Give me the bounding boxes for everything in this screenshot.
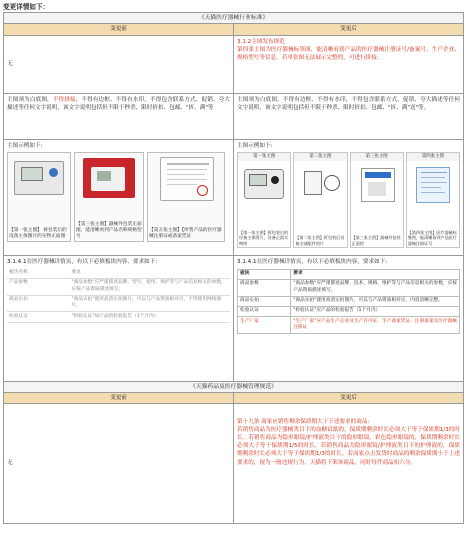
table-row — [238, 317, 460, 334]
after-spec-cell: "生产厂家"应产品生产企业及生产许可证、生产备案凭证、注册备案及医疗器械注册证 — [291, 317, 460, 334]
table-row — [7, 295, 230, 312]
s2-row1-before: 无 — [4, 404, 234, 524]
after-tile-title-2: 第二张主图 — [294, 153, 346, 161]
after-spec-cell: "商品实拍"使用高清实拍图片，可以与产品资质相对应，内容清晰完整。 — [291, 296, 460, 306]
after-spec-cell: "商品参数"应严谨描述品牌、技术、规格、维护等与产品信息相关的参数，应按产品资质描述填写。 — [291, 279, 460, 296]
table-row — [238, 279, 460, 296]
after-images — [237, 152, 460, 248]
before-spec-cell: 检验认证 — [7, 312, 69, 322]
s2-row1-after-body: 若销售商品为医疗器械类目下的血糖试纸的，保质期剩余时长必须大于等于保质期1/3的时长。若销售商品为隐形眼镜/护理液类目下的隐形眼镜、彩色隐形眼镜的，保质期剩余时长必须大于等于保质期1/5的时长，若销售商品为隐形眼镜/护理液类目下的护理液的，保质期剩余时长必须大于等于保质期1/3的时长。若商家点击发货时商品的剩余保质期小于上述要求的，视为一般违规行为，天猫将下架该商品，同时每件商品扣六分。 — [237, 427, 461, 466]
after-spec-header-1: 板块 — [238, 269, 291, 279]
table-row — [238, 296, 460, 306]
row3-after-label: 主图示例如下: — [237, 142, 273, 149]
after-tile-title-4: 第四张主图 — [407, 153, 459, 161]
row2-after: 主图须为白底图，不得有边框、不得有水印，不得包含联系方式、促销、夸大描述等任何文字说明，该文字说明包括但不限于秒杀、限时折扣、包邮、"折、满"送"等。 — [234, 93, 464, 139]
row1-before: 无 — [4, 35, 234, 93]
before-spec-header-1: 板块名称 — [7, 269, 69, 279]
section-title-1: 《天猫医疗器械行业标准》 — [4, 13, 464, 24]
before-spec-cell: 商品实拍 — [7, 295, 69, 312]
after-tile-title-1: 第一张主图 — [238, 153, 290, 161]
before-spec-cell: "商品参数"应严谨描述品牌、型号、使用、保护等与产品信息相关的参数，应按产品资质描述填写。 — [69, 278, 230, 295]
row1-after-body: 第四张主图为医疗器械标签图，能清晰看到产品的医疗器械注册证号/备案号、生产企业、规格型号等信息。若单张图无法展示完整的，可进行拼接。 — [237, 46, 461, 61]
col-after-header-2: 变更后 — [234, 392, 464, 403]
row3-before-label: 主图示例如下: — [7, 142, 43, 149]
before-image-1 — [7, 152, 71, 242]
table-row — [238, 306, 460, 316]
s2-row1-after — [234, 404, 464, 524]
package-image — [83, 158, 135, 198]
after-spec-cell: "检验认证"应产品的检验报告（1个月内） — [291, 306, 460, 316]
after-image-3 — [350, 152, 404, 248]
page-heading: 变更详情如下： — [3, 3, 50, 11]
before-spec-header-2: 要求 — [69, 269, 230, 279]
col-before-header-2: 变更前 — [4, 392, 234, 403]
before-caption-1: 【第一张主图】 拆包装后的设备主体图片的实物正面图 — [9, 227, 67, 239]
before-image-2 — [74, 152, 144, 242]
after-spec-cell: 检验认证 — [238, 306, 291, 316]
before-spec-cell: 产品参数 — [7, 278, 69, 295]
change-table — [3, 12, 464, 524]
after-spec-header-2: 要求 — [291, 269, 460, 279]
after-caption-3: 【第三张主图】器械外包装正面图 — [351, 235, 401, 246]
row4-after — [234, 255, 464, 381]
after-spec-cell: 生产厂家 — [238, 317, 291, 334]
row1-after-title: 3.1.2主图发布规范 — [237, 38, 285, 45]
before-caption-3: 【第五张主图】【所售产品的医疗器械注册证或备案凭证 — [149, 227, 222, 239]
before-spec-cell: "检验认证"如产品的检验报告（1个月内） — [69, 312, 230, 322]
row2-before-highlight: 不得拼接 — [52, 96, 76, 103]
before-spec-table — [7, 269, 230, 323]
device-image — [14, 161, 64, 195]
after-spec-cell: 商品参数 — [238, 279, 291, 296]
row2-before — [4, 93, 234, 139]
before-image-3 — [147, 152, 225, 242]
after-spec-table — [237, 269, 460, 334]
row4-before — [4, 255, 234, 381]
col-after-header: 变更后 — [234, 24, 464, 35]
section-title-2: 《天猫药品及医疗器械管理规范》 — [4, 381, 464, 392]
row2-before-post: 、不得有边框、不得有水印，不得包含联系方式、促销、夸大描述等任何文字说明，该文字说明包括但不限于秒杀、限时折扣、包邮、"折、满"等 — [7, 96, 230, 111]
before-spec-cell: "商品实拍"使用高清实拍图片，可以与产品资质相对应，不得使用网络图片。 — [69, 295, 230, 312]
row4-after-title: 3.1.4.1在医疗器械详情页，有以下必填板块内容，要求如下: — [237, 258, 388, 265]
row2-before-pre: 主图须为白底图， — [7, 96, 53, 103]
certificate-image — [160, 157, 214, 201]
s2-row1-after-title: 第十九条 商家应销售剩余保质期大于下述要求的商品: — [237, 419, 370, 425]
before-caption-2: 【第三张主图】器械外包装正面图，能清晰看到产品名称规格型号 — [76, 221, 142, 239]
row3-before — [4, 139, 234, 255]
table-row — [7, 278, 230, 295]
after-image-1 — [237, 152, 291, 248]
after-image-4 — [406, 152, 460, 248]
after-image-2 — [293, 152, 347, 248]
after-caption-1: 【第一张主图】拆包装后的设备主体图片，设备正面实物图 — [239, 230, 289, 246]
row4-before-title: 3.1.4.1在医疗器械详情页，有以下必填板块内容，要求如下: — [7, 258, 158, 265]
after-caption-4: 【第四张主图】医疗器械标签图，能清晰看到产品医疗器械注册证号 — [407, 230, 457, 246]
after-caption-2: 【第二张主图】拆包装后设备全部配件图片 — [295, 235, 345, 246]
col-before-header: 变更前 — [4, 24, 234, 35]
row1-after — [234, 35, 464, 93]
before-images — [7, 152, 230, 242]
after-spec-cell: 商品实拍 — [238, 296, 291, 306]
after-tile-title-3: 第三张主图 — [351, 153, 403, 161]
row3-after — [234, 139, 464, 255]
table-row — [7, 312, 230, 322]
